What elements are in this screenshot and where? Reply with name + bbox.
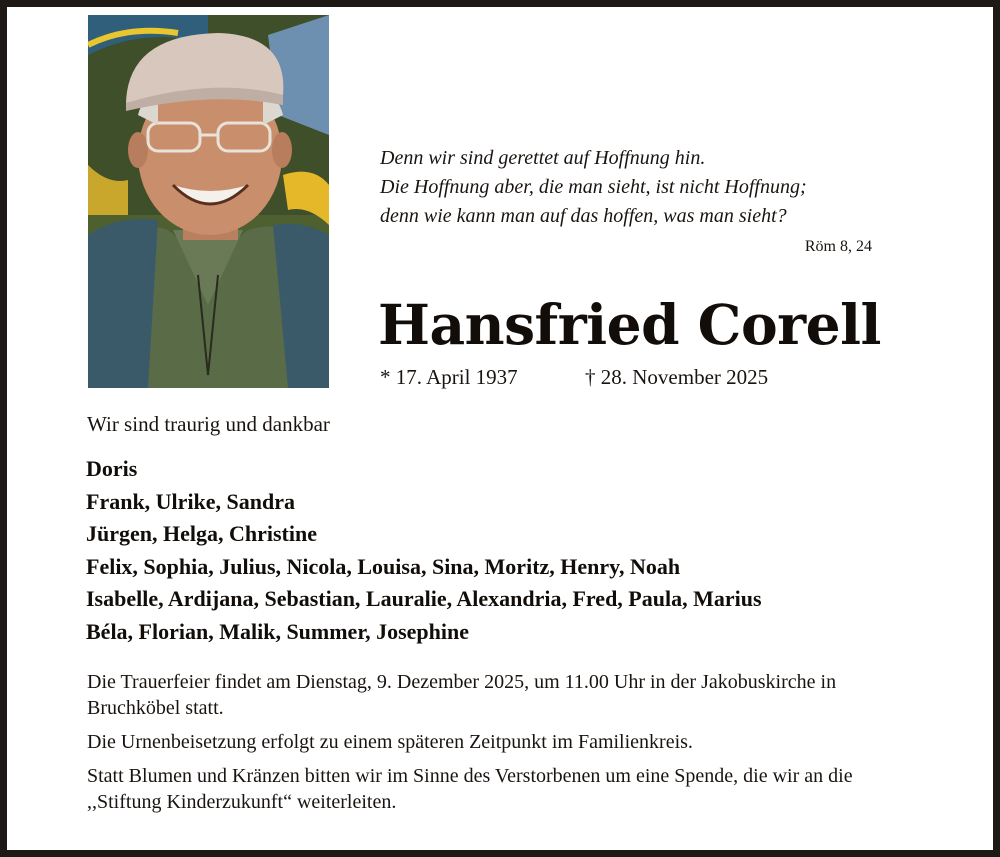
family-line: Béla, Florian, Malik, Summer, Josephine — [86, 618, 469, 644]
portrait-photo — [88, 15, 329, 388]
verse-line: Denn wir sind gerettet auf Hoffnung hin. — [380, 147, 706, 169]
verse-reference: Röm 8, 24 — [804, 238, 872, 255]
family-line: Isabelle, Ardijana, Sebastian, Lauralie, Alexandria, Fred, Paula, Marius — [86, 586, 762, 611]
birth-date: * 17. April 1937 — [380, 365, 518, 389]
funeral-notes — [87, 669, 927, 823]
family-line: Frank, Ulrike, Sandra — [86, 488, 296, 514]
death-date: † 28. November 2025 — [585, 365, 769, 389]
family-line: Felix, Sophia, Julius, Nicola, Louisa, Sina, Moritz, Henry, Noah — [86, 553, 681, 579]
family-line: Doris — [86, 456, 138, 481]
family-list — [86, 453, 762, 648]
life-dates — [380, 365, 769, 390]
funeral-service-note: Die Trauerfeier findet am Dienstag, 9. Dezember 2025, um 11.00 Uhr in der Jakobuskirche in Bruchköbel statt. — [87, 671, 837, 719]
deceased-name: Hansfried Corell — [378, 292, 881, 357]
donation-note: Statt Blumen und Kränzen bitten wir im Sinne des Verstorbenen um eine Spende, die wir an die ,,Stiftung Kinderzukunft“ weiterleiten. — [87, 765, 853, 813]
family-line: Jürgen, Helga, Christine — [86, 521, 317, 546]
urn-burial-note: Die Urnenbeisetzung erfolgt zu einem späteren Zeitpunkt im Familienkreis. — [87, 731, 693, 753]
verse-line: denn wie kann man auf das hoffen, was man sieht? — [380, 205, 787, 227]
mourning-intro: Wir sind traurig und dankbar — [87, 412, 330, 436]
verse-line: Die Hoffnung aber, die man sieht, ist nicht Hoffnung; — [380, 176, 807, 198]
bible-verse — [380, 144, 807, 231]
